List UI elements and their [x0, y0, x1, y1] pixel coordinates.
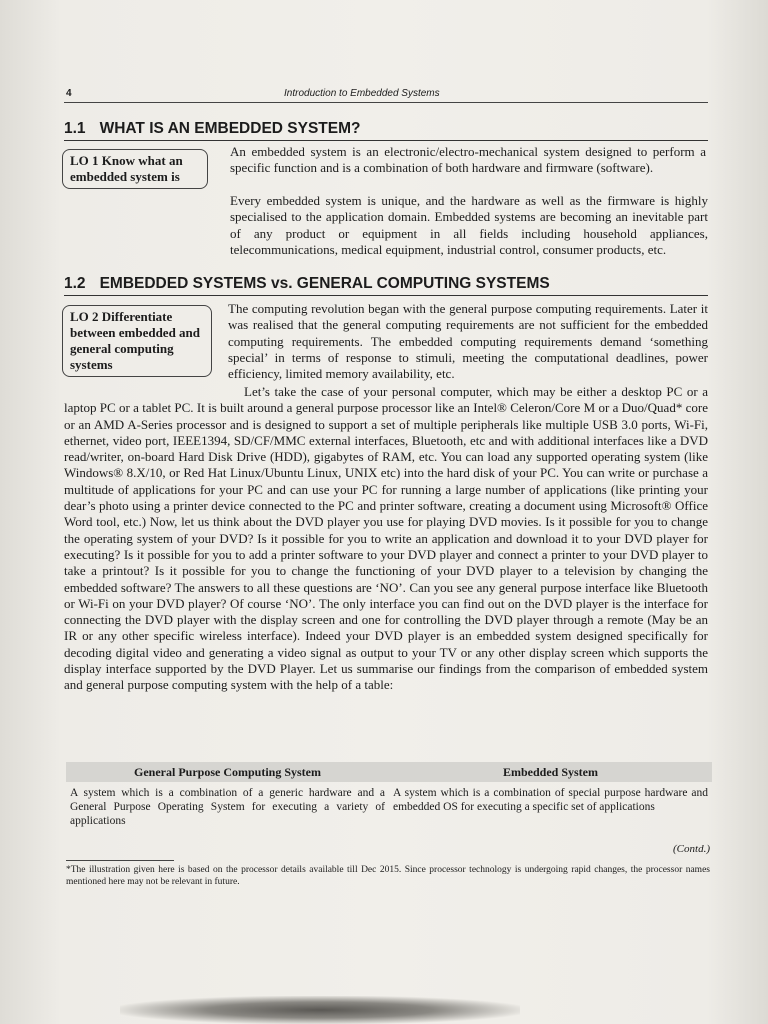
section-number: 1.1 — [64, 120, 86, 137]
learning-objective-box: LO 1 Know what an embedded system is — [62, 149, 208, 189]
table-row — [66, 782, 712, 832]
section-1-1-heading — [64, 120, 708, 141]
table-header-cell: General Purpose Computing System — [66, 762, 389, 782]
continued-label: (Contd.) — [673, 843, 710, 855]
section-number: 1.2 — [64, 275, 86, 292]
section-title: WHAT IS AN EMBEDDED SYSTEM? — [99, 120, 361, 137]
running-title: Introduction to Embedded Systems — [284, 88, 440, 99]
section-1-2-para-2: Let’s take the case of your personal computer, which may be either a desktop PC or a laptop PC or a tablet PC. It is built around a general purpose processor like an Intel® Celeron/Core M or a Duo/Quad* core or an AMD A-Series processor and is designed to support a set of multiple peripherals like multiple USB 3.0 ports, Wi-Fi, ethernet, video port, IEEE1394, SD/CF/MMC external interfaces, Bluetooth, etc and with additional interfaces like a DVD read/writer, on-board Hard Disk Drive (HDD), gigabytes of RAM, etc. You can load any supported operating system (like Windows® 8.X/10, or Red Hat Linux/Ubuntu Linux, UNIX etc) into the hard disk of your PC. You can write or purchase a multitude of applications for your PC and can use your PC for running a large number of applications (like printing your dear’s photo using a printer device connected to the PC and printer software, creating a document using Microsoft® Office Word tool, etc.) Now, let us think about the DVD player you use for playing DVD movies. Is it possible for you to change the operating system of your DVD? Is it possible for you to write an application and download it to your DVD player for executing? Is it possible for you to add a printer software to your DVD player and connect a printer to your DVD player to take a printout? Is it possible for you to change the functioning of your DVD player to a television by changing the embedded software? The answers to all these questions are ‘NO’. Can you see any general purpose interface like Bluetooth or Wi-Fi on your DVD player? Of course ‘NO’. The only interface you can find out on the DVD player is the interface for connecting the DVD player with the display screen and one for controlling the DVD player through a remote (May be an IR or any other specific wireless interface). Indeed your DVD player is an embedded system designed specifically for decoding digital video and generating a video signal as output to your TV or any other display screen which supports the display interface supported by the DVD Player. Let us summarise our findings from the comparison of embedded system and general purpose computing system with the help of a table: — [64, 384, 708, 693]
footnote: *The illustration given here is based on the processor details available till Dec 2015. Since processor technology is undergoing rapid changes, the processor names mentioned here may not be relevant in future. — [66, 865, 710, 887]
table-cell: A system which is a combination of a generic hardware and a General Purpose Operating System for executing a variety of applications — [70, 787, 385, 827]
page-number: 4 — [66, 88, 72, 99]
comparison-table — [66, 762, 712, 832]
section-1-2-para-1: The computing revolution began with the general purpose computing requirements. Later it was realised that the general computing requirements are not sufficient for the embedded computing requirements. The embedded computing requirements demand ‘something special’ in terms of response to stimuli, meeting the computational deadlines, power efficiency, limited memory availability, etc. — [228, 301, 708, 382]
table-header-row — [66, 762, 712, 782]
page-header — [64, 88, 708, 103]
page-edge-shadow — [120, 996, 520, 1024]
table-header-cell: Embedded System — [389, 762, 712, 782]
table-cell: A system which is a combination of special purpose hardware and embedded OS for executing a specific set of applications — [393, 787, 708, 813]
learning-objective-box: LO 2 Differentiate between embedded and general computing systems — [62, 305, 212, 377]
section-1-1-para-1: An embedded system is an electronic/electro-mechanical system designed to perform a specific function and is a combination of both hardware and firmware (software). — [230, 144, 706, 176]
section-1-1-para-2: Every embedded system is unique, and the hardware as well as the firmware is highly specialised to the application domain. Embedded systems are becoming an inevitable part of any product or equipment in all fields including household appliances, telecommunications, medical equipment, industrial control, consumer products, etc. — [230, 193, 708, 257]
section-1-2-heading — [64, 275, 708, 296]
section-title: EMBEDDED SYSTEMS vs. GENERAL COMPUTING SYSTEMS — [99, 275, 550, 292]
footnote-rule — [66, 860, 174, 861]
